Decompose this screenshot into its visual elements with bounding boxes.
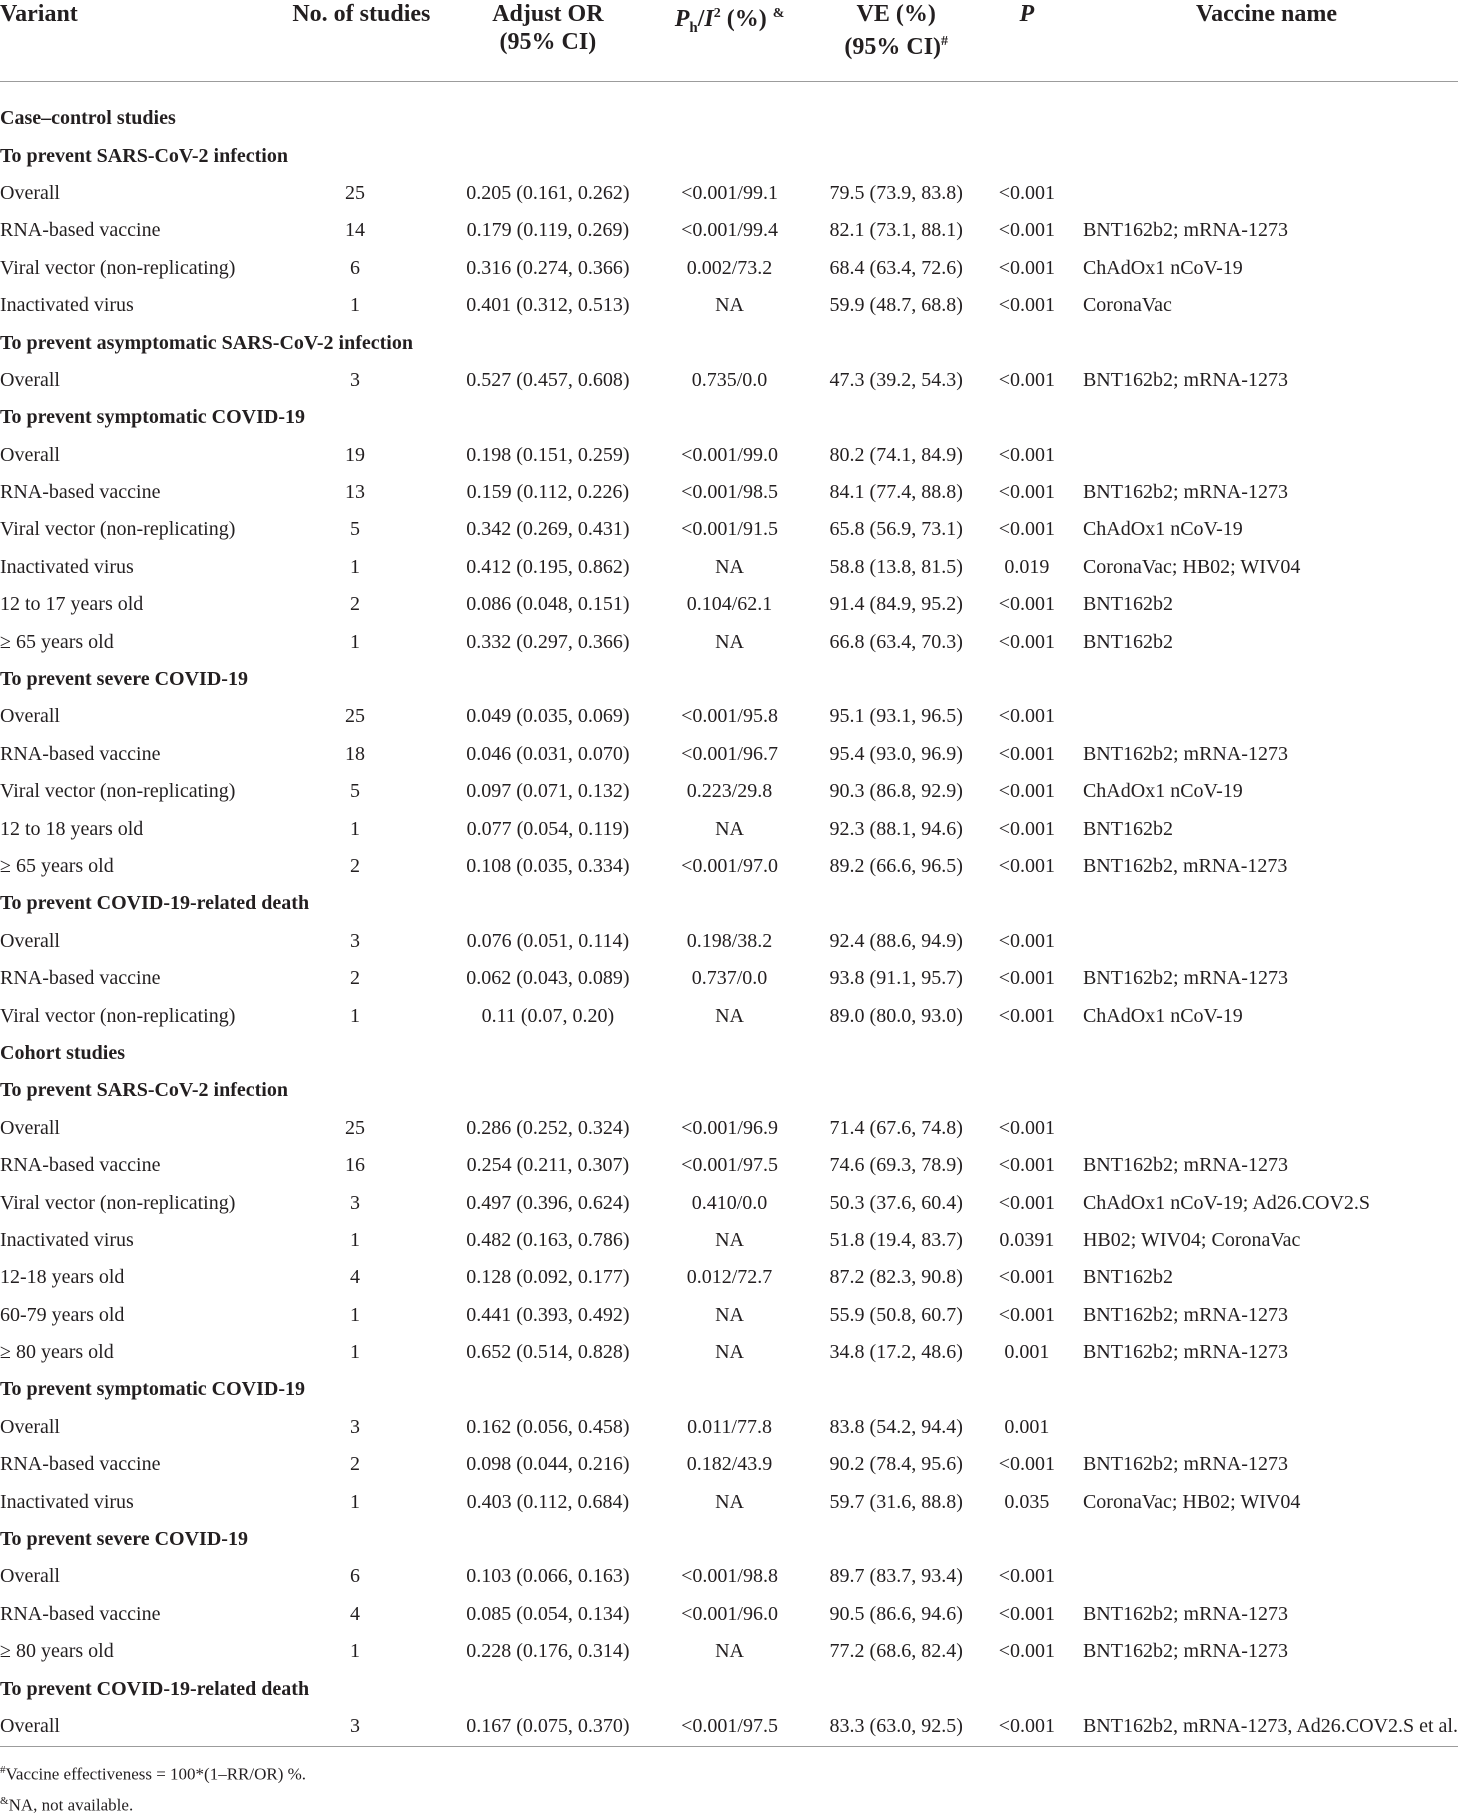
table-row — [0, 175, 1458, 212]
cell-p: <0.001 — [998, 1116, 1055, 1139]
table-row — [0, 1633, 1458, 1670]
cell-studies: 3 — [350, 368, 361, 391]
table-row — [0, 586, 1458, 623]
cell-variant: 12-18 years old — [0, 1266, 125, 1289]
cell-vaccine-name: ChAdOx1 nCoV-19 — [1082, 518, 1243, 541]
cell-vaccine-name: BNT162b2; mRNA-1273 — [1082, 368, 1288, 391]
cell-vaccine-name: BNT162b2 — [1082, 630, 1173, 653]
cell-studies: 19 — [345, 443, 366, 466]
subsection-heading: To prevent asymptomatic SARS-CoV-2 infection — [0, 331, 413, 354]
cell-p: <0.001 — [998, 1640, 1055, 1663]
cell-heterogeneity: <0.001/96.7 — [681, 742, 778, 765]
cell-p: <0.001 — [998, 742, 1055, 765]
cell-ve: 92.4 (88.6, 94.9) — [829, 929, 963, 952]
cell-studies: 2 — [350, 593, 361, 616]
header-ve: VE (%) (95% CI)# — [814, 0, 979, 82]
cell-p: <0.001 — [998, 1453, 1055, 1476]
cell-heterogeneity: 0.737/0.0 — [691, 967, 768, 990]
cell-vaccine-name: ChAdOx1 nCoV-19 — [1082, 780, 1243, 803]
header-heterogeneity: $P_h/I^2$ (%) & — [645, 0, 813, 82]
cell-heterogeneity: <0.001/95.8 — [681, 705, 778, 728]
cell-ve: 89.7 (83.7, 93.4) — [829, 1565, 963, 1588]
subsection-heading: To prevent COVID-19-related death — [0, 1677, 310, 1700]
cell-ve: 71.4 (67.6, 74.8) — [829, 1116, 963, 1139]
cell-adjust-or: 0.254 (0.211, 0.307) — [466, 1154, 630, 1177]
table-row — [0, 1409, 1458, 1446]
cell-studies: 13 — [345, 481, 366, 504]
cell-ve: 93.8 (91.1, 95.7) — [829, 967, 963, 990]
cell-p: <0.001 — [998, 705, 1055, 728]
table-row — [0, 474, 1458, 511]
cell-studies: 25 — [345, 181, 366, 204]
cell-adjust-or: 0.162 (0.056, 0.458) — [466, 1415, 630, 1438]
table-row — [0, 1708, 1458, 1747]
cell-heterogeneity: NA — [715, 555, 744, 578]
cell-p: 0.0391 — [999, 1228, 1055, 1251]
cell-heterogeneity: <0.001/99.0 — [681, 443, 778, 466]
cell-studies: 6 — [350, 256, 361, 279]
cell-vaccine-name — [1075, 175, 1458, 212]
table-row — [0, 1110, 1458, 1147]
cell-vaccine-name — [1075, 1409, 1458, 1446]
cell-adjust-or: 0.441 (0.393, 0.492) — [466, 1303, 630, 1326]
cell-variant: Overall — [0, 368, 60, 391]
cell-studies: 25 — [345, 705, 366, 728]
cell-studies: 1 — [350, 817, 361, 840]
table-row — [0, 1334, 1458, 1371]
cell-heterogeneity: <0.001/99.1 — [681, 181, 778, 204]
cell-studies: 4 — [350, 1602, 361, 1625]
cell-ve: 90.5 (86.6, 94.6) — [829, 1602, 963, 1625]
cell-studies: 5 — [350, 518, 361, 541]
section-heading: Case–control studies — [0, 107, 176, 130]
cell-vaccine-name: BNT162b2; mRNA-1273 — [1082, 1154, 1288, 1177]
cell-heterogeneity: NA — [715, 1490, 744, 1513]
cell-heterogeneity: 0.223/29.8 — [686, 780, 773, 803]
cell-adjust-or: 0.205 (0.161, 0.262) — [466, 181, 630, 204]
cell-ve: 80.2 (74.1, 84.9) — [829, 443, 963, 466]
cell-studies: 14 — [345, 219, 366, 242]
cell-p: <0.001 — [998, 929, 1055, 952]
cell-vaccine-name: CoronaVac; HB02; WIV04 — [1082, 555, 1301, 578]
cell-ve: 83.8 (54.2, 94.4) — [829, 1415, 963, 1438]
cell-ve: 74.6 (69.3, 78.9) — [829, 1154, 963, 1177]
cell-p: <0.001 — [998, 443, 1055, 466]
cell-heterogeneity: NA — [715, 630, 744, 653]
cell-adjust-or: 0.159 (0.112, 0.226) — [466, 481, 630, 504]
cell-heterogeneity: NA — [715, 1640, 744, 1663]
cell-vaccine-name: BNT162b2 — [1082, 1266, 1173, 1289]
cell-vaccine-name: BNT162b2; mRNA-1273 — [1082, 1341, 1288, 1364]
cell-ve: 47.3 (39.2, 54.3) — [829, 368, 963, 391]
subsection-heading: To prevent SARS-CoV-2 infection — [0, 144, 288, 167]
cell-adjust-or: 0.11 (0.07, 0.20) — [481, 1004, 615, 1027]
table-row — [0, 1483, 1458, 1520]
cell-ve: 95.1 (93.1, 96.5) — [829, 705, 963, 728]
cell-vaccine-name: BNT162b2; mRNA-1273 — [1082, 1602, 1288, 1625]
subsection-heading-row — [0, 1521, 1458, 1558]
footnote-na: &NA, not available. — [0, 1794, 134, 1815]
cell-variant: Overall — [0, 1565, 60, 1588]
cell-studies: 1 — [350, 1228, 361, 1251]
cell-adjust-or: 0.076 (0.051, 0.114) — [466, 929, 630, 952]
cell-vaccine-name — [1075, 923, 1458, 960]
cell-vaccine-name — [1075, 1110, 1458, 1147]
table-row — [0, 773, 1458, 810]
cell-studies: 4 — [350, 1266, 361, 1289]
cell-studies: 1 — [350, 294, 361, 317]
cell-studies: 1 — [350, 1303, 361, 1326]
header-p: P — [979, 0, 1075, 82]
cell-ve: 51.8 (19.4, 83.7) — [829, 1228, 963, 1251]
cell-adjust-or: 0.652 (0.514, 0.828) — [466, 1341, 630, 1364]
table-row — [0, 1446, 1458, 1483]
cell-ve: 87.2 (82.3, 90.8) — [829, 1266, 963, 1289]
cell-ve: 55.9 (50.8, 60.7) — [829, 1303, 963, 1326]
subsection-heading-row — [0, 661, 1458, 698]
cell-p: <0.001 — [979, 1708, 1075, 1747]
cell-vaccine-name: BNT162b2; mRNA-1273 — [1082, 481, 1288, 504]
cell-heterogeneity: <0.001/98.5 — [681, 481, 778, 504]
cell-adjust-or: 0.482 (0.163, 0.786) — [466, 1228, 630, 1251]
cell-studies: 1 — [350, 1640, 361, 1663]
cell-variant: Overall — [0, 1415, 60, 1438]
cell-p: 0.019 — [1004, 555, 1050, 578]
cell-heterogeneity: 0.002/73.2 — [686, 256, 773, 279]
cell-vaccine-name: ChAdOx1 nCoV-19 — [1082, 1004, 1243, 1027]
cell-vaccine-name: CoronaVac; HB02; WIV04 — [1082, 1490, 1301, 1513]
cell-ve: 90.2 (78.4, 95.6) — [829, 1453, 963, 1476]
table-row — [0, 212, 1458, 249]
cell-ve: 59.7 (31.6, 88.8) — [829, 1490, 963, 1513]
cell-p: <0.001 — [998, 294, 1055, 317]
cell-ve: 90.3 (86.8, 92.9) — [829, 780, 963, 803]
cell-vaccine-name — [1075, 1558, 1458, 1595]
table-body — [0, 100, 1458, 1746]
cell-heterogeneity: 0.198/38.2 — [686, 929, 773, 952]
cell-variant: Viral vector (non-replicating) — [0, 1004, 236, 1027]
subsection-heading-row — [0, 324, 1458, 361]
cell-p: 0.001 — [1004, 1415, 1050, 1438]
cell-vaccine-name: CoronaVac — [1082, 294, 1172, 317]
cell-vaccine-name: HB02; WIV04; CoronaVac — [1082, 1228, 1301, 1251]
cell-ve: 83.3 (63.0, 92.5) — [814, 1708, 979, 1747]
cell-ve: 34.8 (17.2, 48.6) — [829, 1341, 963, 1364]
subsection-heading: To prevent COVID-19-related death — [0, 892, 310, 915]
cell-heterogeneity: <0.001/99.4 — [681, 219, 778, 242]
cell-vaccine-name: BNT162b2; mRNA-1273 — [1082, 1303, 1288, 1326]
cell-ve: 89.0 (80.0, 93.0) — [829, 1004, 963, 1027]
cell-heterogeneity: <0.001/97.5 — [645, 1708, 813, 1747]
header-vaccine-name: Vaccine name — [1075, 0, 1458, 82]
cell-p: <0.001 — [998, 967, 1055, 990]
table-row — [0, 1147, 1458, 1184]
section-heading: Cohort studies — [0, 1041, 126, 1064]
cell-ve: 66.8 (63.4, 70.3) — [829, 630, 963, 653]
cell-variant: Viral vector (non-replicating) — [0, 1191, 236, 1214]
table-row — [0, 810, 1458, 847]
table-row — [0, 1596, 1458, 1633]
cell-adjust-or: 0.286 (0.252, 0.324) — [466, 1116, 630, 1139]
table-row — [0, 250, 1458, 287]
table-row — [0, 736, 1458, 773]
cell-ve: 77.2 (68.6, 82.4) — [829, 1640, 963, 1663]
cell-variant: RNA-based vaccine — [0, 742, 161, 765]
cell-studies: 1 — [350, 555, 361, 578]
section-heading-row — [0, 100, 1458, 137]
cell-studies: 1 — [350, 1341, 361, 1364]
cell-heterogeneity: 0.012/72.7 — [686, 1266, 773, 1289]
cell-variant: ≥ 80 years old — [0, 1640, 114, 1663]
cell-adjust-or: 0.086 (0.048, 0.151) — [466, 593, 630, 616]
cell-adjust-or: 0.403 (0.112, 0.684) — [466, 1490, 630, 1513]
cell-studies: 2 — [350, 967, 361, 990]
cell-variant: Viral vector (non-replicating) — [0, 256, 236, 279]
table-row — [0, 960, 1458, 997]
cell-variant: Overall — [0, 443, 60, 466]
cell-p: <0.001 — [998, 1602, 1055, 1625]
cell-vaccine-name: BNT162b2; mRNA-1273 — [1082, 219, 1288, 242]
cell-adjust-or: 0.167 (0.075, 0.370) — [450, 1708, 645, 1747]
cell-adjust-or: 0.179 (0.119, 0.269) — [466, 219, 630, 242]
cell-variant: Inactivated virus — [0, 1228, 134, 1251]
header-variant: Variant — [0, 0, 260, 82]
cell-studies: 6 — [350, 1565, 361, 1588]
cell-vaccine-name: BNT162b2; mRNA-1273 — [1082, 967, 1288, 990]
cell-ve: 82.1 (73.1, 88.1) — [829, 219, 963, 242]
cell-variant: Inactivated virus — [0, 294, 134, 317]
table-row — [0, 1259, 1458, 1296]
cell-vaccine-name — [1075, 698, 1458, 735]
cell-variant: ≥ 65 years old — [0, 630, 114, 653]
cell-heterogeneity: <0.001/91.5 — [681, 518, 778, 541]
cell-p: <0.001 — [998, 855, 1055, 877]
cell-variant: Inactivated virus — [0, 1490, 134, 1513]
cell-variant: ≥ 65 years old — [0, 855, 114, 877]
cell-p: <0.001 — [998, 1303, 1055, 1326]
cell-variant: ≥ 80 years old — [0, 1341, 114, 1364]
cell-p: <0.001 — [998, 1004, 1055, 1027]
cell-heterogeneity: 0.735/0.0 — [691, 368, 768, 391]
cell-variant: Overall — [0, 929, 60, 952]
table-row — [0, 623, 1458, 660]
cell-variant: Overall — [0, 181, 60, 204]
table-row — [0, 362, 1458, 399]
cell-adjust-or: 0.062 (0.043, 0.089) — [466, 967, 630, 990]
subsection-heading: To prevent SARS-CoV-2 infection — [0, 1079, 288, 1102]
cell-variant: RNA-based vaccine — [0, 1602, 161, 1625]
cell-studies: 3 — [350, 929, 361, 952]
cell-studies: 18 — [345, 742, 366, 765]
table-row — [0, 997, 1458, 1034]
cell-heterogeneity: <0.001/97.5 — [681, 1154, 778, 1177]
table-row — [0, 1558, 1458, 1595]
cell-adjust-or: 0.097 (0.071, 0.132) — [466, 780, 630, 803]
cell-p: <0.001 — [998, 518, 1055, 541]
cell-variant: RNA-based vaccine — [0, 481, 161, 504]
cell-p: <0.001 — [998, 1154, 1055, 1177]
cell-variant: 12 to 17 years old — [0, 593, 144, 616]
header-adjust-or: Adjust OR (95% CI) — [450, 0, 645, 82]
subsection-heading: To prevent symptomatic COVID-19 — [0, 1378, 305, 1401]
cell-vaccine-name: ChAdOx1 nCoV-19; Ad26.COV2.S — [1082, 1191, 1371, 1214]
header-studies: No. of studies — [260, 0, 451, 82]
cell-studies: 3 — [350, 1415, 361, 1438]
cell-adjust-or: 0.401 (0.312, 0.513) — [466, 294, 630, 317]
cell-variant: Viral vector (non-replicating) — [0, 780, 236, 803]
cell-variant: Inactivated virus — [0, 555, 134, 578]
cell-heterogeneity: NA — [715, 294, 744, 317]
subsection-heading-row — [0, 1371, 1458, 1408]
cell-p: <0.001 — [998, 181, 1055, 204]
cell-ve: 84.1 (77.4, 88.8) — [829, 481, 963, 504]
cell-p: 0.035 — [1004, 1490, 1050, 1513]
cell-heterogeneity: 0.182/43.9 — [686, 1453, 773, 1476]
cell-variant: RNA-based vaccine — [0, 1154, 161, 1177]
cell-variant: RNA-based vaccine — [0, 219, 161, 242]
cell-ve: 89.2 (66.6, 96.5) — [829, 855, 963, 877]
cell-studies: 5 — [350, 780, 361, 803]
cell-p: <0.001 — [998, 368, 1055, 391]
cell-adjust-or: 0.332 (0.297, 0.366) — [466, 630, 630, 653]
cell-heterogeneity: <0.001/96.9 — [681, 1116, 778, 1139]
cell-p: <0.001 — [998, 1266, 1055, 1289]
table-row — [0, 549, 1458, 586]
subsection-heading-row — [0, 885, 1458, 922]
cell-variant: 60-79 years old — [0, 1303, 125, 1326]
table-footnotes — [0, 1757, 306, 1818]
section-heading-row — [0, 1035, 1458, 1072]
subsection-heading-row — [0, 1670, 1458, 1707]
cell-studies: 1 — [350, 1004, 361, 1027]
cell-adjust-or: 0.412 (0.195, 0.862) — [466, 555, 630, 578]
cell-adjust-or: 0.198 (0.151, 0.259) — [466, 443, 630, 466]
table-row — [0, 698, 1458, 735]
cell-p: <0.001 — [998, 593, 1055, 616]
footnote-ve: #Vaccine effectiveness = 100*(1–RR/OR) %. — [0, 1764, 307, 1784]
cell-adjust-or: 0.108 (0.035, 0.334) — [466, 855, 630, 877]
cell-heterogeneity: <0.001/98.8 — [681, 1565, 778, 1588]
cell-adjust-or: 0.049 (0.035, 0.069) — [466, 705, 630, 728]
cell-p: <0.001 — [998, 817, 1055, 840]
table-row — [0, 848, 1458, 885]
cell-ve: 58.8 (13.8, 81.5) — [829, 555, 963, 578]
cell-p: 0.001 — [1004, 1341, 1050, 1364]
cell-ve: 50.3 (37.6, 60.4) — [829, 1191, 963, 1214]
cell-adjust-or: 0.128 (0.092, 0.177) — [466, 1266, 630, 1289]
cell-vaccine-name — [1075, 437, 1458, 474]
cell-adjust-or: 0.085 (0.054, 0.134) — [466, 1602, 630, 1625]
cell-adjust-or: 0.342 (0.269, 0.431) — [466, 518, 630, 541]
cell-heterogeneity: 0.104/62.1 — [686, 593, 773, 616]
table-row — [0, 437, 1458, 474]
cell-adjust-or: 0.103 (0.066, 0.163) — [466, 1565, 630, 1588]
cell-vaccine-name: BNT162b2; mRNA-1273 — [1082, 1640, 1288, 1663]
cell-vaccine-name: BNT162b2; mRNA-1273 — [1082, 742, 1288, 765]
cell-variant: 12 to 18 years old — [0, 817, 144, 840]
table-row — [0, 287, 1458, 324]
cell-studies: 1 — [350, 1490, 361, 1513]
cell-adjust-or: 0.077 (0.054, 0.119) — [466, 817, 630, 840]
table-row — [0, 511, 1458, 548]
cell-variant: Overall — [0, 1116, 60, 1139]
cell-vaccine-name: ChAdOx1 nCoV-19 — [1082, 256, 1243, 279]
cell-adjust-or: 0.497 (0.396, 0.624) — [466, 1191, 630, 1214]
cell-ve: 92.3 (88.1, 94.6) — [829, 817, 963, 840]
cell-studies: 2 — [350, 1453, 361, 1476]
cell-variant: RNA-based vaccine — [0, 1453, 161, 1476]
cell-studies: 3 — [350, 1191, 361, 1214]
cell-ve: 91.4 (84.9, 95.2) — [829, 593, 963, 616]
cell-variant: RNA-based vaccine — [0, 967, 161, 990]
cell-vaccine-name: BNT162b2, mRNA-1273 — [1082, 855, 1288, 877]
subsection-heading: To prevent severe COVID-19 — [0, 1528, 248, 1551]
cell-p: <0.001 — [998, 481, 1055, 504]
cell-adjust-or: 0.046 (0.031, 0.070) — [466, 742, 630, 765]
cell-heterogeneity: NA — [715, 817, 744, 840]
subsection-heading-row — [0, 1072, 1458, 1109]
cell-heterogeneity: 0.410/0.0 — [691, 1191, 768, 1214]
cell-ve: 65.8 (56.9, 73.1) — [829, 518, 963, 541]
table-row — [0, 1184, 1458, 1221]
cell-variant: Viral vector (non-replicating) — [0, 518, 236, 541]
subsection-heading: To prevent symptomatic COVID-19 — [0, 406, 305, 429]
table-row — [0, 1297, 1458, 1334]
cell-ve: 59.9 (48.7, 68.8) — [829, 294, 963, 317]
cell-p: <0.001 — [998, 1565, 1055, 1588]
cell-heterogeneity: NA — [715, 1341, 744, 1364]
cell-adjust-or: 0.098 (0.044, 0.216) — [466, 1453, 630, 1476]
cell-vaccine-name: BNT162b2, mRNA-1273, Ad26.COV2.S et al. — [1075, 1708, 1458, 1747]
cell-adjust-or: 0.527 (0.457, 0.608) — [466, 368, 630, 391]
cell-adjust-or: 0.228 (0.176, 0.314) — [466, 1640, 630, 1663]
cell-heterogeneity: NA — [715, 1004, 744, 1027]
subsection-heading: To prevent severe COVID-19 — [0, 668, 248, 691]
cell-heterogeneity: NA — [715, 1303, 744, 1326]
cell-vaccine-name: BNT162b2; mRNA-1273 — [1082, 1453, 1288, 1476]
cell-p: <0.001 — [998, 630, 1055, 653]
cell-vaccine-name: BNT162b2 — [1082, 593, 1173, 616]
cell-heterogeneity: 0.011/77.8 — [687, 1415, 772, 1438]
cell-p: <0.001 — [998, 1191, 1055, 1214]
table-header — [0, 0, 1458, 100]
cell-variant: Overall — [0, 1708, 260, 1747]
cell-vaccine-name: BNT162b2 — [1082, 817, 1173, 840]
cell-ve: 68.4 (63.4, 72.6) — [829, 256, 963, 279]
cell-p: <0.001 — [998, 219, 1055, 242]
table-row — [0, 923, 1458, 960]
cell-heterogeneity: <0.001/96.0 — [681, 1602, 778, 1625]
cell-studies: 3 — [260, 1708, 451, 1747]
cell-p: <0.001 — [998, 256, 1055, 279]
cell-ve: 95.4 (93.0, 96.9) — [829, 742, 963, 765]
cell-ve: 79.5 (73.9, 83.8) — [829, 181, 963, 204]
cell-heterogeneity: NA — [715, 1228, 744, 1251]
cell-studies: 1 — [350, 630, 361, 653]
cell-studies: 16 — [345, 1154, 366, 1177]
table-row — [0, 1222, 1458, 1259]
subsection-heading-row — [0, 137, 1458, 174]
cell-adjust-or: 0.316 (0.274, 0.366) — [466, 256, 630, 279]
cell-heterogeneity: <0.001/97.0 — [681, 855, 778, 877]
cell-variant: Overall — [0, 705, 60, 728]
cell-p: <0.001 — [998, 780, 1055, 803]
cell-studies: 25 — [345, 1116, 366, 1139]
subsection-heading-row — [0, 399, 1458, 436]
cell-studies: 2 — [350, 855, 361, 877]
